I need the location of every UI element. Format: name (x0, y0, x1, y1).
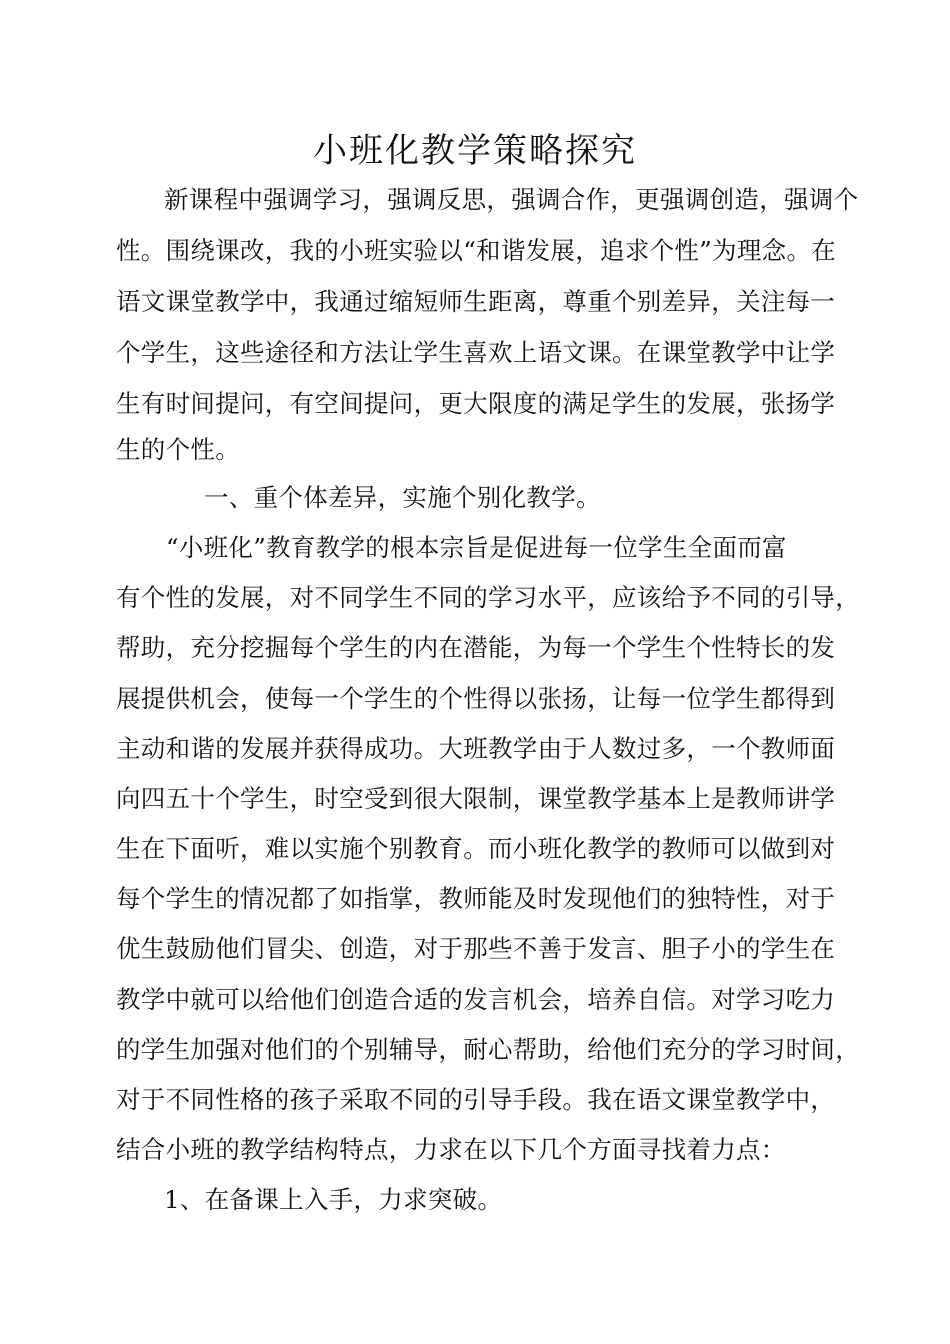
paragraph-line: 语文课堂教学中，我通过缩短师生距离，尊重个别差异，关注每一 (116, 287, 836, 316)
paragraph-line: 主动和谐的发展并获得成功。大班教学由于人数过多，一个教师面 (116, 734, 836, 763)
paragraph-line: 每个学生的情况都了如指掌，教师能及时发现他们的独特性，对于 (116, 884, 836, 913)
paragraph-line: “小班化”教育教学的根本宗旨是促进每一位学生全面而富 (166, 533, 787, 562)
subsection-heading: 1、在备课上入手，力求突破。 (164, 1185, 503, 1214)
paragraph-line: 向四五十个学生，时空受到很大限制，课堂教学基本上是教师讲学 (116, 784, 836, 813)
paragraph-line: 教学中就可以给他们创造合适的发言机会，培养自信。对学习吃力 (116, 985, 836, 1014)
paragraph-line: 生有时间提问，有空间提问，更大限度的满足学生的发展，张扬学 (116, 389, 836, 418)
paragraph-line: 性。围绕课改，我的小班实验以“和谐发展，追求个性”为理念。在 (116, 236, 837, 265)
paragraph-line: 个学生，这些途径和方法让学生喜欢上语文课。在课堂教学中让学 (116, 338, 836, 367)
paragraph-line: 的学生加强对他们的个别辅导，耐心帮助，给他们充分的学习时间， (116, 1035, 860, 1064)
paragraph-line: 有个性的发展，对不同学生不同的学习水平，应该给予不同的引导， (116, 583, 860, 612)
section-heading: 一、重个体差异，实施个别化教学。 (204, 483, 601, 512)
paragraph-line: 帮助，充分挖掘每个学生的内在潜能，为每一个学生个性特长的发 (116, 633, 836, 662)
paragraph-line: 生的个性。 (116, 435, 240, 464)
document-title: 小班化教学策略探究 (313, 131, 637, 171)
paragraph-line: 优生鼓励他们冒尖、创造，对于那些不善于发言、胆子小的学生在 (116, 934, 836, 963)
paragraph-line: 新课程中强调学习，强调反思，强调合作，更强调创造，强调个 (164, 185, 859, 214)
paragraph-line: 对于不同性格的孩子采取不同的引导手段。我在语文课堂教学中， (116, 1085, 836, 1114)
paragraph-line: 生在下面听，难以实施个别教育。而小班化教学的教师可以做到对 (116, 834, 836, 863)
paragraph-line: 展提供机会，使每一个学生的个性得以张扬，让每一位学生都得到 (116, 684, 836, 713)
paragraph-line: 结合小班的教学结构特点，力求在以下几个方面寻找着力点： (116, 1135, 786, 1164)
